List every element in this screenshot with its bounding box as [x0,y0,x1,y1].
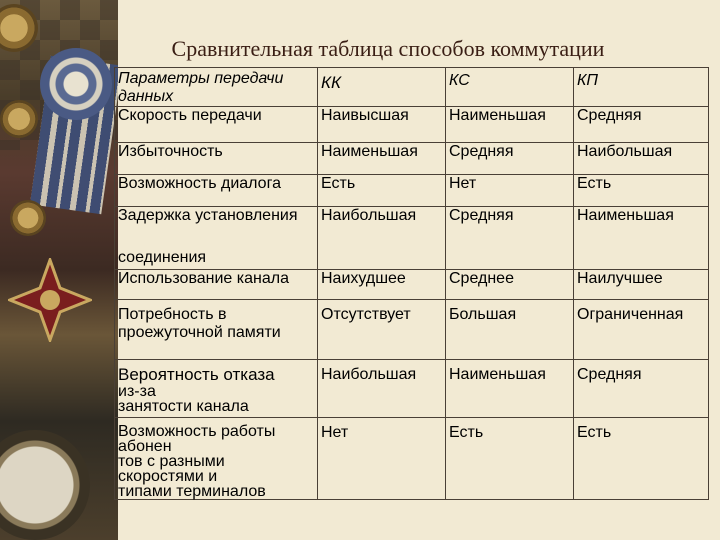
cell-kp: Ограниченная [574,300,709,360]
table-row [115,143,709,175]
cell-kk: Отсутствует [318,300,446,360]
header-params: Параметры передачи данных [115,68,318,107]
cell-kp: Наименьшая [574,207,709,270]
cell-kk: Наименьшая [318,143,446,175]
page-title: Сравнительная таблица способов коммутации [171,36,605,61]
header-kk: КК [318,68,446,107]
cell-ks: Наименьшая [446,360,574,418]
row-label: Возможность диалога [115,175,318,207]
header-kp: КП [574,68,709,107]
cell-kp: Есть [574,418,709,500]
table-row [115,360,709,418]
table-header-row [115,68,709,107]
coin-icon [10,200,46,236]
table-row [115,175,709,207]
decorative-photo [0,0,118,540]
row-label: Потребность в проежуточной памяти [115,300,318,360]
cell-ks: Есть [446,418,574,500]
cell-kp: Есть [574,175,709,207]
row-label: Вероятность отказа из-за занятости канала [115,360,318,418]
row-label: Возможность работы абонен тов с разными скоростями и типами терминалов [115,418,318,500]
row-label: Скорость передачи [115,107,318,143]
header-ks: КС [446,68,574,107]
cell-kp: Средняя [574,107,709,143]
cell-kk: Нет [318,418,446,500]
order-cross-icon [8,258,92,342]
cell-kk: Наибольшая [318,360,446,418]
cell-kk: Наихудшее [318,270,446,300]
table-row [115,207,709,270]
comparison-table [114,67,709,500]
row-label: Избыточность [115,143,318,175]
cell-kp: Наилучшее [574,270,709,300]
cell-kp: Средняя [574,360,709,418]
cell-ks: Средняя [446,207,574,270]
medal-rosette [40,48,112,120]
cell-kk: Есть [318,175,446,207]
cell-ks: Среднее [446,270,574,300]
cell-ks: Средняя [446,143,574,175]
cell-kk: Наибольшая [318,207,446,270]
table-row [115,418,709,500]
cell-ks: Большая [446,300,574,360]
cell-ks: Нет [446,175,574,207]
cell-ks: Наименьшая [446,107,574,143]
compass-icon [0,430,90,540]
table-row [115,300,709,360]
cell-kk: Наивысшая [318,107,446,143]
table-row [115,270,709,300]
row-label: Использование канала [115,270,318,300]
coin-icon [0,100,38,138]
cell-kp: Наибольшая [574,143,709,175]
table-row [115,107,709,143]
row-label: Задержка установления соединения [115,207,318,270]
